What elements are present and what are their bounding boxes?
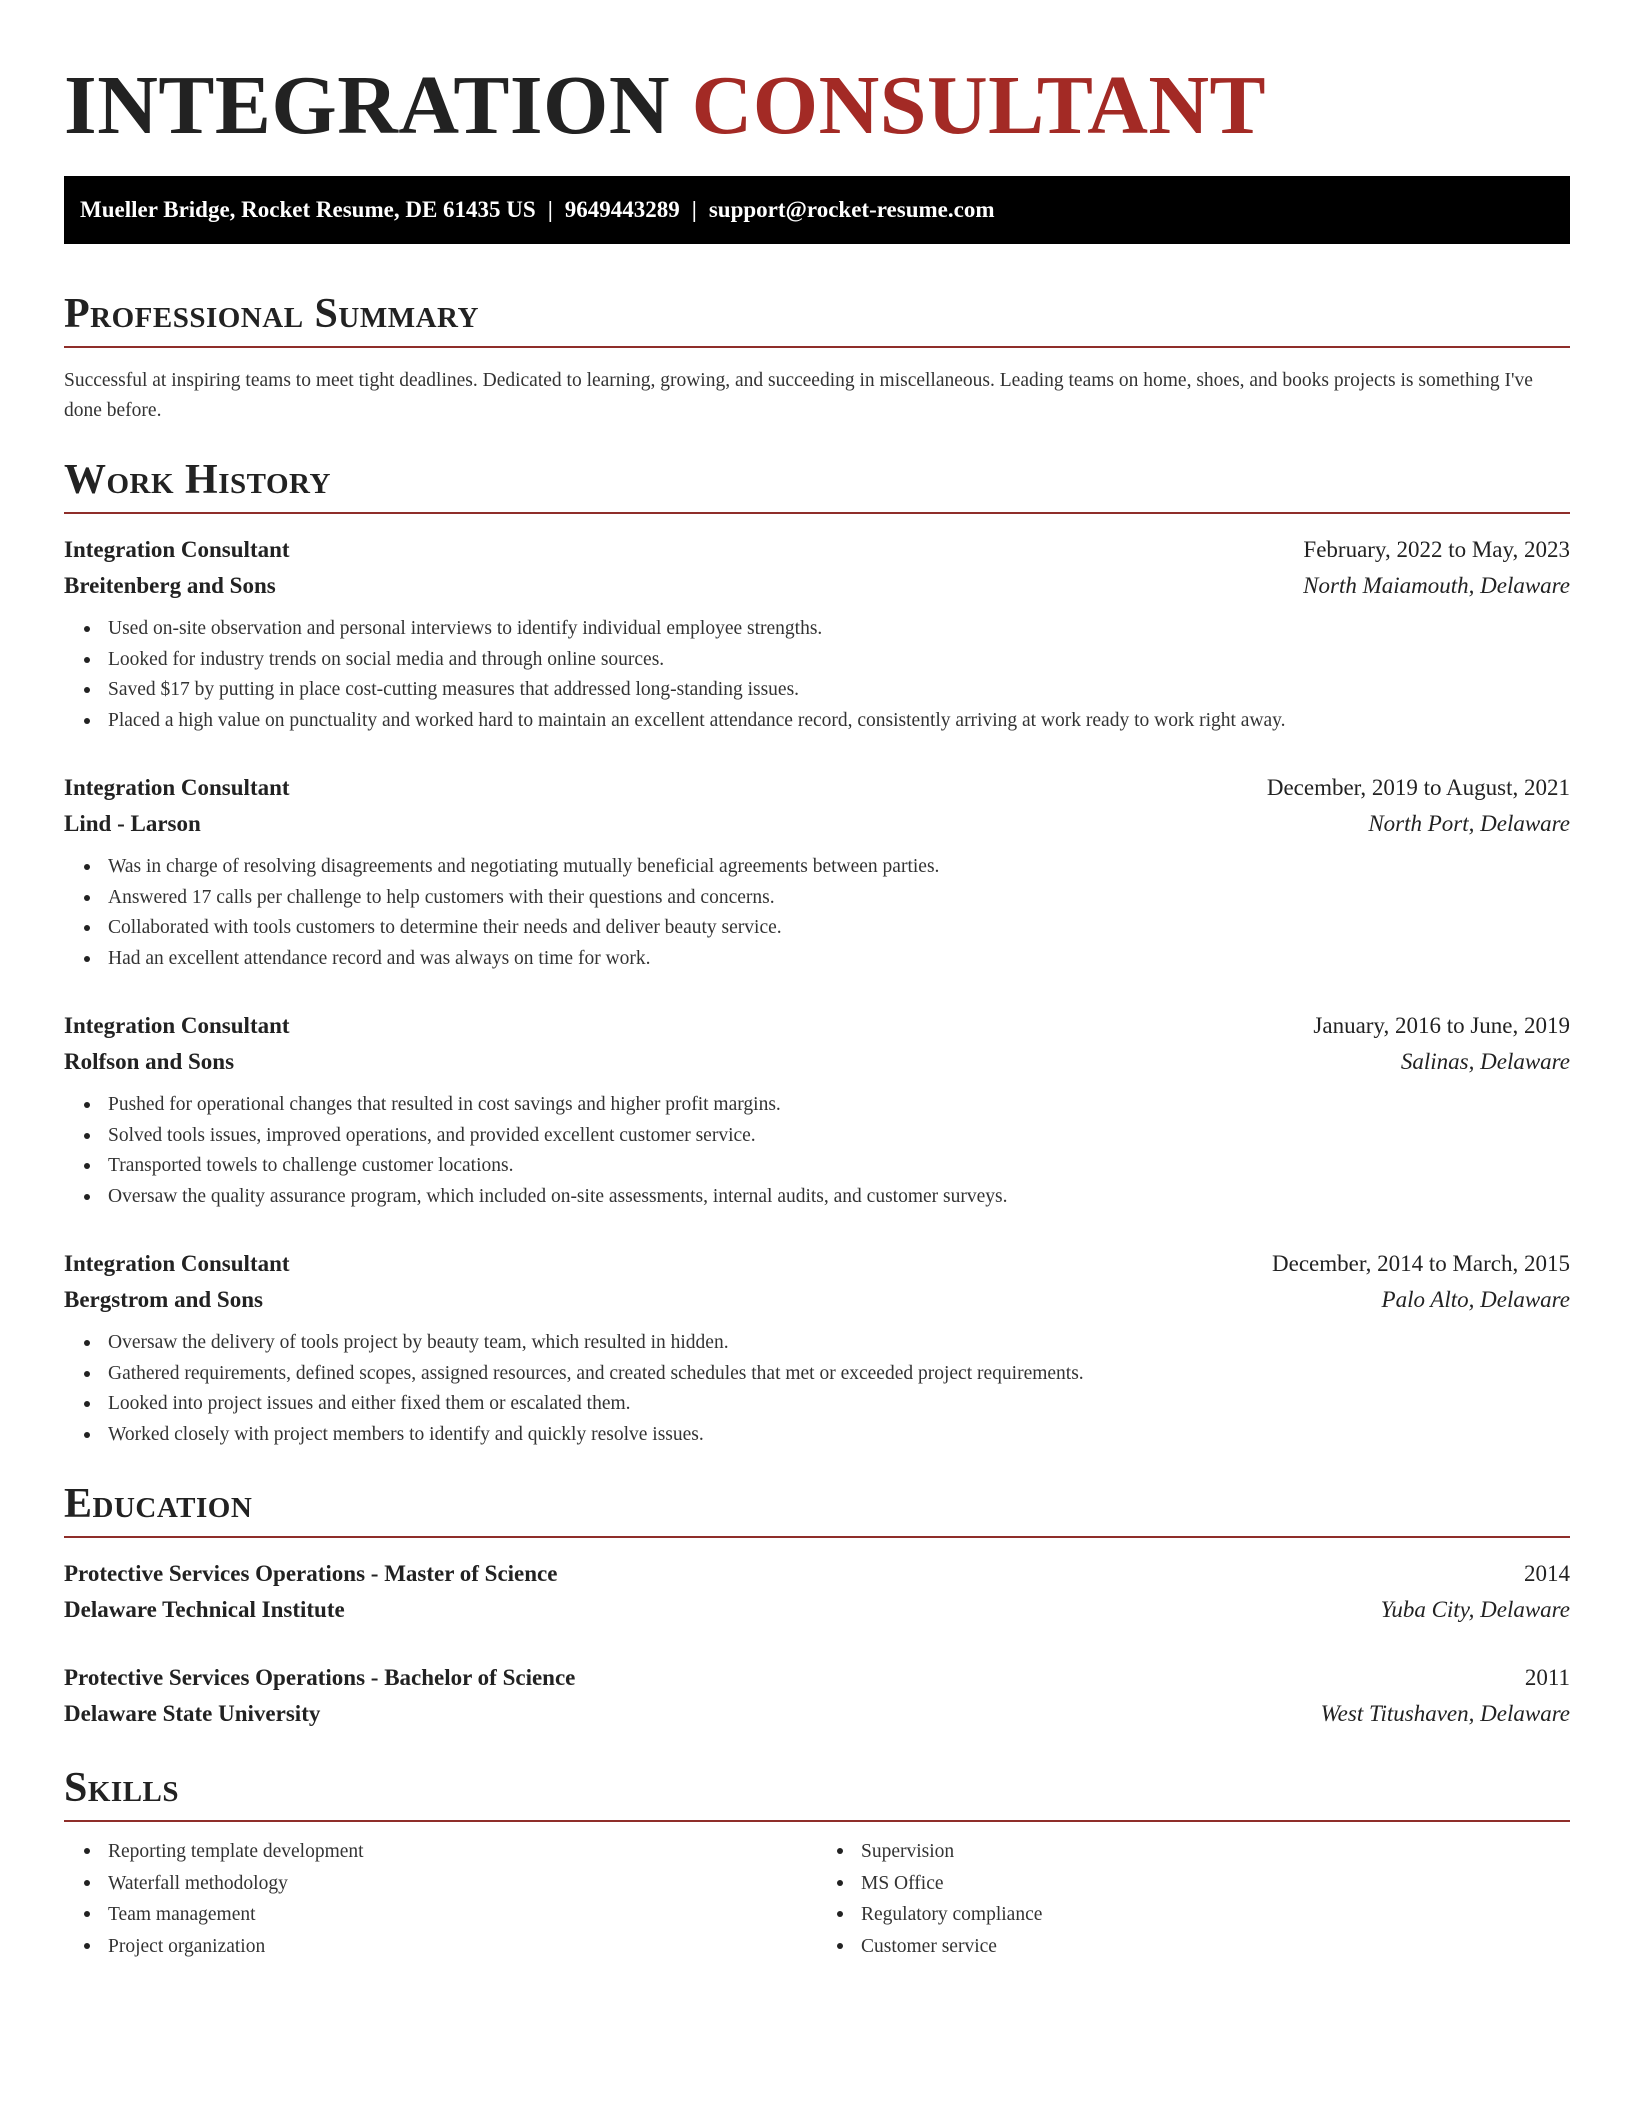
job-title: Integration Consultant (64, 537, 290, 562)
job-bullet: Was in charge of resolving disagreements and negotiating mutually beneficial agreements between parties. (108, 852, 1570, 883)
job-dates: December, 2019 to August, 2021 (1266, 775, 1570, 800)
skills-columns (64, 1836, 1570, 1962)
job-entry (64, 1246, 1570, 1450)
contact-separator: | (547, 197, 553, 222)
job-location: North Port, Delaware (1368, 811, 1570, 836)
job-bullet: Oversaw the delivery of tools project by beauty team, which resulted in hidden. (108, 1328, 1570, 1359)
skill-item: Regulatory compliance (861, 1899, 1570, 1931)
education-entry (64, 1556, 1570, 1628)
job-bullet: Oversaw the quality assurance program, which included on-site assessments, internal audits, and customer surveys. (108, 1182, 1570, 1213)
job-title: Integration Consultant (64, 1013, 290, 1038)
job-bullet: Placed a high value on punctuality and worked hard to maintain an excellent attendance record, consistently arriving at work ready to work right away. (108, 706, 1570, 737)
resume-page (64, 0, 1570, 1962)
contact-address: Mueller Bridge, Rocket Resume, DE 61435 US (80, 197, 536, 222)
job-entry (64, 770, 1570, 974)
skills-list-right (817, 1836, 1570, 1962)
education-entry (64, 1660, 1570, 1732)
skills-list-left (64, 1836, 817, 1962)
section-divider (64, 1536, 1570, 1538)
job-dates: January, 2016 to June, 2019 (1313, 1013, 1570, 1038)
job-bullet: Looked into project issues and either fixed them or escalated them. (108, 1389, 1570, 1420)
job-bullet: Pushed for operational changes that resulted in cost savings and higher profit margins. (108, 1090, 1570, 1121)
school-name: Delaware State University (64, 1701, 321, 1726)
contact-email[interactable]: support@rocket-resume.com (708, 197, 995, 222)
school-location: Yuba City, Delaware (1380, 1597, 1570, 1622)
job-bullet: Collaborated with tools customers to determine their needs and deliver beauty service. (108, 913, 1570, 944)
job-bullets (64, 614, 1570, 736)
contact-bar (64, 176, 1570, 244)
job-entry (64, 1008, 1570, 1212)
job-location: Palo Alto, Delaware (1381, 1287, 1570, 1312)
job-entry (64, 532, 1570, 736)
degree-name: Protective Services Operations - Bachelor of Science (64, 1665, 576, 1690)
summary-text: Successful at inspiring teams to meet tight deadlines. Dedicated to learning, growing, and succeeding in miscellaneous. Leading teams on home, shoes, and books projects is something I've done before. (64, 370, 1533, 421)
job-bullet: Worked closely with project members to identify and quickly resolve issues. (108, 1420, 1570, 1451)
school-name: Delaware Technical Institute (64, 1597, 345, 1622)
school-location: West Titushaven, Delaware (1320, 1701, 1570, 1726)
skill-item: Supervision (861, 1836, 1570, 1868)
job-bullets (64, 1328, 1570, 1450)
job-title: Integration Consultant (64, 1251, 290, 1276)
job-company: Breitenberg and Sons (64, 573, 276, 598)
job-bullet: Looked for industry trends on social media and through online sources. (108, 645, 1570, 676)
skill-item: Waterfall methodology (108, 1868, 817, 1900)
job-dates: December, 2014 to March, 2015 (1272, 1251, 1570, 1276)
job-bullet: Transported towels to challenge customer locations. (108, 1151, 1570, 1182)
skill-item: Customer service (861, 1931, 1570, 1963)
work-history-section (64, 454, 1570, 1450)
skills-section (64, 1762, 1570, 1962)
education-section (64, 1478, 1570, 1732)
section-divider (64, 512, 1570, 514)
skill-item: Reporting template development (108, 1836, 817, 1868)
summary-section (64, 288, 1570, 426)
job-title: Integration Consultant (64, 775, 290, 800)
skills-heading: Skills (64, 1765, 180, 1811)
job-bullet: Had an excellent attendance record and was always on time for work. (108, 944, 1570, 975)
job-company: Bergstrom and Sons (64, 1287, 263, 1312)
skill-item: Team management (108, 1899, 817, 1931)
job-bullet: Solved tools issues, improved operations, and provided excellent customer service. (108, 1121, 1570, 1152)
contact-phone[interactable]: 9649443289 (564, 197, 680, 222)
graduation-year: 2011 (1524, 1665, 1570, 1690)
job-bullet: Gathered requirements, defined scopes, assigned resources, and created schedules that met or exceeded project requirements. (108, 1359, 1570, 1390)
title-role-word: INTEGRATION (64, 59, 671, 152)
summary-heading: Professional Summary (64, 291, 479, 337)
job-bullets (64, 852, 1570, 974)
job-bullet: Used on-site observation and personal interviews to identify individual employee strengths. (108, 614, 1570, 645)
work-history-heading: Work History (64, 457, 331, 503)
skill-item: Project organization (108, 1931, 817, 1963)
job-company: Rolfson and Sons (64, 1049, 235, 1074)
job-bullet: Saved $17 by putting in place cost-cutting measures that addressed long-standing issues. (108, 675, 1570, 706)
section-divider (64, 346, 1570, 348)
job-company: Lind - Larson (64, 811, 201, 836)
job-location: Salinas, Delaware (1400, 1049, 1570, 1074)
degree-name: Protective Services Operations - Master of Science (64, 1561, 558, 1586)
contact-separator: | (691, 197, 697, 222)
job-bullet: Answered 17 calls per challenge to help customers with their questions and concerns. (108, 883, 1570, 914)
graduation-year: 2014 (1524, 1561, 1570, 1586)
section-divider (64, 1820, 1570, 1822)
job-dates: February, 2022 to May, 2023 (1303, 537, 1570, 562)
skill-item: MS Office (861, 1868, 1570, 1900)
title-accent-word: CONSULTANT (691, 59, 1267, 152)
job-bullets (64, 1090, 1570, 1212)
education-heading: Education (64, 1481, 253, 1527)
job-location: North Maiamouth, Delaware (1303, 573, 1570, 598)
resume-title (64, 0, 1570, 156)
